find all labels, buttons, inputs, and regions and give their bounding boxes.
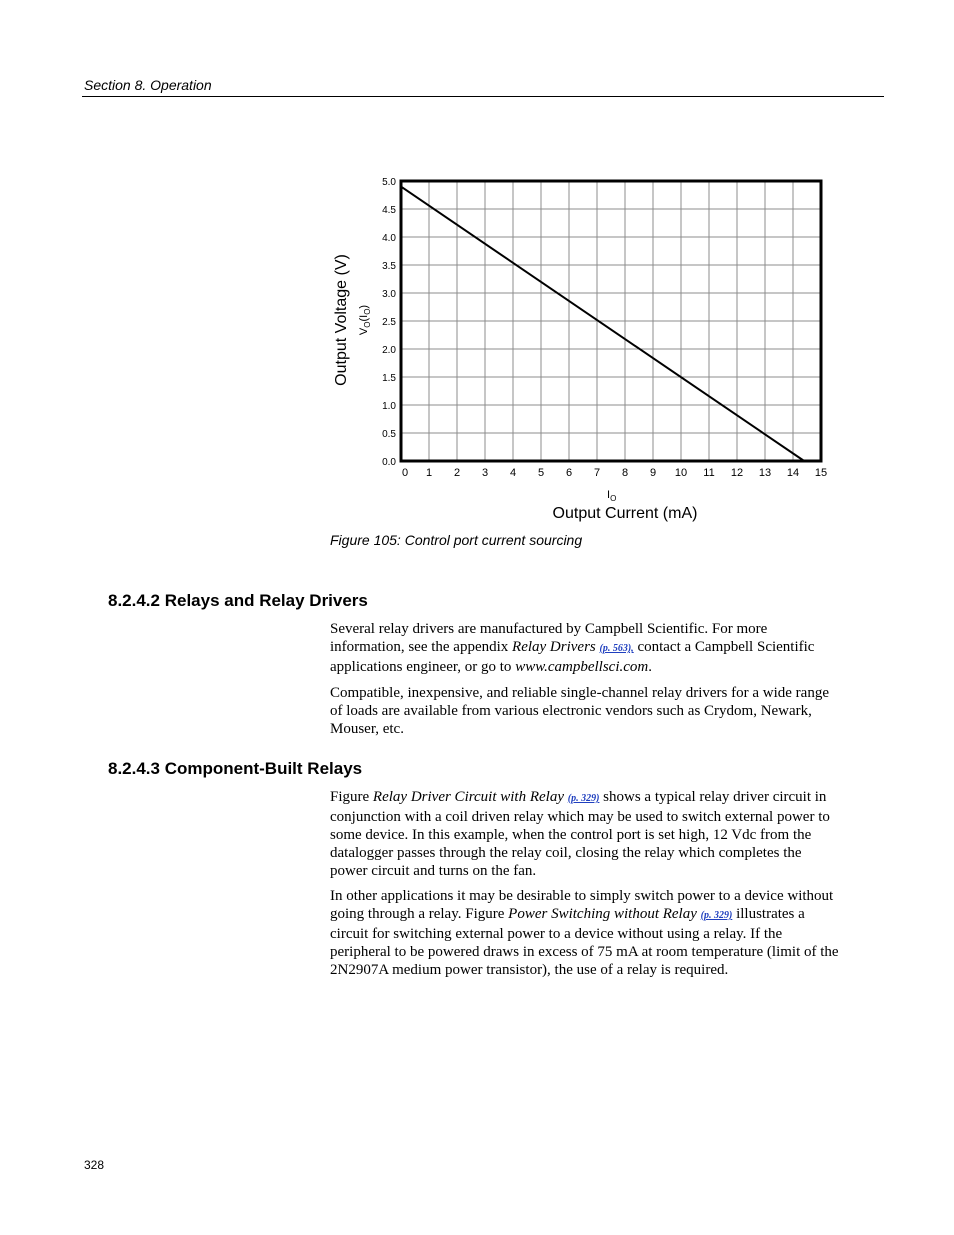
y-tick-label: 1.5 xyxy=(382,373,396,384)
y-tick-label: 3.0 xyxy=(382,289,396,300)
running-head: Section 8. Operation xyxy=(84,77,212,93)
y-tick-label: 3.5 xyxy=(382,261,396,272)
chart-grid xyxy=(401,181,821,461)
y-tick-labels xyxy=(382,177,396,468)
paragraph: Compatible, inexpensive, and reliable single-channel relay drivers for a wide range of loads are available from various electronic vendors such as Crydom, Newark, Mouser, etc. xyxy=(330,685,829,737)
x-tick-label: 14 xyxy=(786,467,800,479)
page-reference-link[interactable]: (p. 329) xyxy=(567,793,600,804)
x-tick-label: 3 xyxy=(481,467,489,479)
x-tick-label: 15 xyxy=(814,467,828,479)
section-heading-relay-drivers: 8.2.4.2 Relays and Relay Drivers xyxy=(108,591,368,610)
x-tick-label: 7 xyxy=(593,467,601,479)
paragraph: Figure Relay Driver Circuit with Relay (p. 329) shows a typical relay driver circuit in conjunction with a coil driven relay which may be used to switch external power to some device. In this example, when the control port is set high, 12 Vdc from the datalogger passes through the relay coil, closing the relay which completes the power circuit and turns on the fan. xyxy=(330,789,830,879)
section-heading-component-built-relays: 8.2.4.3 Component-Built Relays xyxy=(108,759,363,778)
y-tick-label: 4.0 xyxy=(382,233,396,244)
y-tick-label: 0.5 xyxy=(382,429,396,440)
x-tick-label: 12 xyxy=(730,467,744,479)
voltage-current-chart xyxy=(320,165,860,525)
x-tick-label: 9 xyxy=(649,467,657,479)
x-tick-label: 10 xyxy=(674,467,688,479)
y-tick-label: 2.0 xyxy=(382,345,396,356)
header-rule xyxy=(82,96,884,97)
y-tick-label: 5.0 xyxy=(382,177,396,188)
series-line-group xyxy=(401,187,804,461)
paragraph: In other applications it may be desirable to simply switch power to a device without going through a relay. Figure Power Switching without Relay (p. 329) illustrates a circuit for switching external power to a device without using a relay. If the peripheral to be powered draws in excess of 75 mA at room temperature (limit of the 2N2907A medium power transistor), the use of a relay is required. xyxy=(330,888,839,978)
series-line xyxy=(401,187,804,461)
y-tick-label: 1.0 xyxy=(382,401,396,412)
x-tick-label: 8 xyxy=(621,467,629,479)
y-tick-label: 0.0 xyxy=(382,457,396,468)
y-axis-symbol: $V_O(I_O)$ xyxy=(358,304,372,336)
x-tick-label: 2 xyxy=(453,467,461,479)
x-tick-label: 6 xyxy=(565,467,573,479)
figure-105 xyxy=(320,165,860,525)
x-tick-label: 11 xyxy=(703,467,715,479)
x-tick-label: 1 xyxy=(425,467,433,479)
y-tick-label: 2.5 xyxy=(382,317,396,328)
x-tick-label: 5 xyxy=(537,467,545,479)
x-tick-labels xyxy=(402,467,827,479)
page-reference-link[interactable]: (p. 329) xyxy=(700,910,733,921)
x-axis-symbol: $I_O$ xyxy=(607,489,617,503)
x-axis-label: Output Current (mA) xyxy=(552,505,698,522)
y-axis-label: Output Voltage (V) xyxy=(333,254,350,386)
y-tick-label: 4.5 xyxy=(382,205,396,216)
figure-caption: Figure 105: Control port current sourcing xyxy=(330,532,583,548)
paragraph: Several relay drivers are manufactured by Campbell Scientific. For more information, see the appendix Relay Drivers (p. 563), contact a Campbell Scientific applications engineer, or go to www.campbellsci.com. xyxy=(330,621,815,675)
x-tick-label: 13 xyxy=(758,467,772,479)
page-number: 328 xyxy=(84,1158,105,1172)
x-tick-label: 4 xyxy=(509,467,517,479)
x-tick-label: 0 xyxy=(401,467,409,479)
page-reference-link[interactable]: (p. 563), xyxy=(599,643,634,654)
